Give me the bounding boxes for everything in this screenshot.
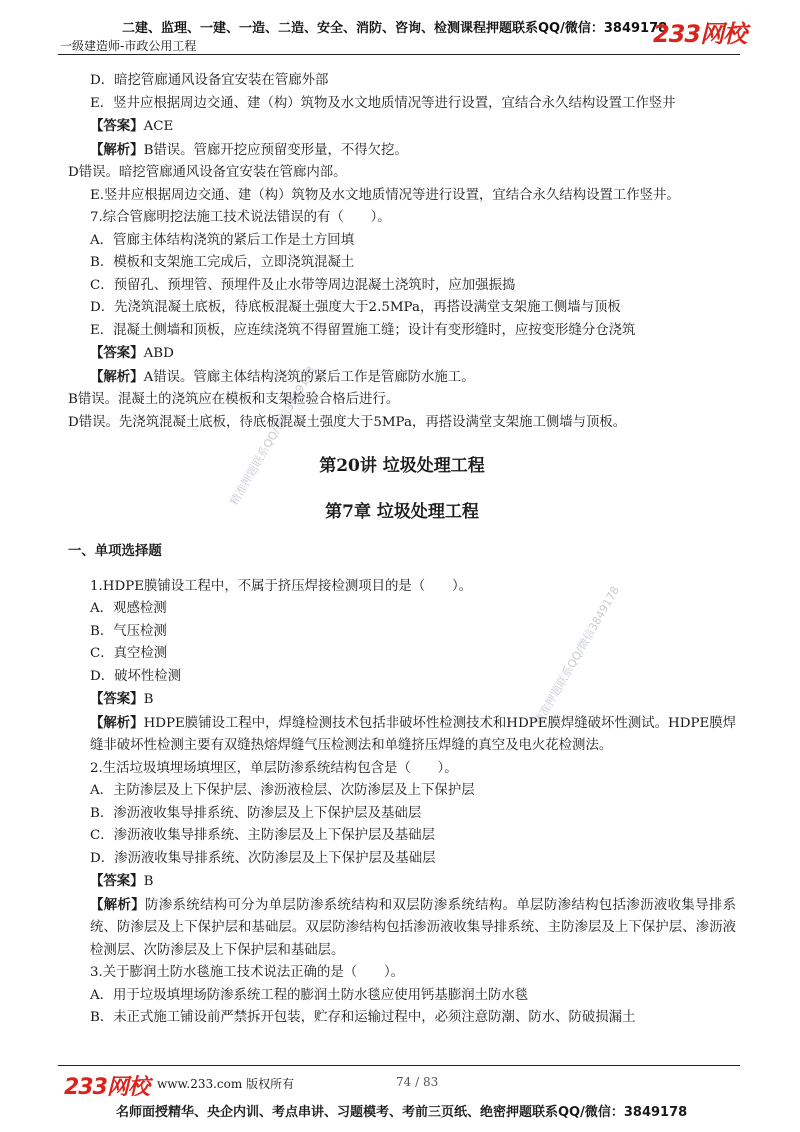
watermark: 精准押题联系QQ/微信3849178 xyxy=(227,364,318,508)
option-b: B．渗沥液收集导排系统、防渗层及上下保护层及基础层 xyxy=(90,805,422,821)
header-divider xyxy=(58,54,740,55)
answer-line xyxy=(68,688,736,712)
explanation-text: 防渗系统结构可分为单层防渗系统结构和双层防渗系统结构。单层防渗结构包括渗沥液收集导排系统、防渗层及上下保护层和基础层。双层防渗结构包括渗沥液收集导排系统、主防渗层及上下保护层、渗沥液检测层、次防渗层及上下保护层和基础层。 xyxy=(90,897,737,958)
explanation-line xyxy=(68,894,736,963)
question-stem: 2.生活垃圾填埋场填埋区，单层防渗系统结构包含是（ ）。 xyxy=(90,760,458,776)
answer-label: 【答案】 xyxy=(90,691,144,708)
option-a: A．管廊主体结构浇筑的紧后工作是土方回填 xyxy=(90,232,355,248)
answer-value: B xyxy=(143,874,154,890)
explanation-line xyxy=(68,712,736,758)
question-stem: 1.HDPE膜铺设工程中，不属于挤压焊接检测项目的是（ ）。 xyxy=(90,578,473,594)
answer-line xyxy=(68,115,736,139)
option-a: A．用于垃圾填埋场防渗系统工程的膨润土防水毯应使用钙基膨润土防水毯 xyxy=(90,987,529,1003)
option-c: C．预留孔、预埋管、预埋件及止水带等周边混凝土浇筑时，应加强振捣 xyxy=(90,277,516,293)
answer-line xyxy=(68,342,736,366)
option-b: B．未正式施工铺设前严禁拆开包装，贮存和运输过程中，必须注意防潮、防水、防破损漏土 xyxy=(90,1010,636,1026)
option-c: C．渗沥液收集导排系统、主防渗层及上下保护层及基础层 xyxy=(90,828,436,844)
explanation-label: 【解析】 xyxy=(90,714,144,731)
answer-label: 【答案】 xyxy=(90,118,144,134)
document-body xyxy=(68,70,736,1030)
header-logo: 233网校 xyxy=(653,20,747,48)
answer-line xyxy=(68,870,736,894)
answer-label: 【答案】 xyxy=(90,345,144,361)
explanation-label: 【解析】 xyxy=(90,896,146,913)
footer-logo: 233网校 xyxy=(64,1075,149,1100)
explanation-label: 【解析】 xyxy=(90,141,144,158)
answer-value: B xyxy=(143,692,154,708)
question-stem: 7.综合管廊明挖法施工技术说法错误的有（ ）。 xyxy=(90,210,391,225)
answer-label: 【答案】 xyxy=(90,873,144,890)
option-a: A．观感检测 xyxy=(90,601,167,617)
explanation-line: D错误。先浇筑混凝土底板，待底板混凝土强度大于5MPa，再搭设满堂支架施工侧墙与顶板。 xyxy=(68,414,627,430)
explanation-line: D错误。暗挖管廊通风设备宜安装在管廊内部。 xyxy=(68,165,347,180)
footer-promo: 名师面授精华、央企内训、考点串讲、习题模考、考前三页纸、绝密押题联系QQ/微信：3849178 xyxy=(116,1105,688,1120)
explanation-line xyxy=(68,366,736,390)
chapter-title: 第7章 垃圾处理工程 xyxy=(325,502,479,522)
question-stem: 3.关于膨润土防水毯施工技术说法正确的是（ ）。 xyxy=(90,965,405,981)
option-e: E．混凝土侧墙和顶板，应连续浇筑不得留置施工缝；设计有变形缝时，应按变形缝分仓浇筑 xyxy=(90,322,636,338)
explanation-label: 【解析】 xyxy=(90,368,144,385)
answer-value: ACE xyxy=(143,119,174,134)
explanation-text: HDPE膜铺设工程中，焊缝检测技术包括非破坏性检测技术和HDPE膜焊缝破坏性测试。HDPE膜焊缝非破坏性检测主要有双缝热熔焊缝气压检测法和单缝挤压焊缝的真空及电火花检测法。 xyxy=(90,715,737,754)
option-a: A．主防渗层及上下保护层、渗沥液检层、次防渗层及上下保护层 xyxy=(90,783,475,799)
watermark: 精准押题联系QQ/微信3849178 xyxy=(531,584,622,728)
footer-site: www.233.com 版权所有 xyxy=(157,1077,295,1091)
page-number: 74 / 83 xyxy=(396,1075,439,1089)
explanation-line xyxy=(68,139,736,163)
answer-value: ABD xyxy=(143,346,174,361)
header-notice: 二建、监理、一建、一造、二造、安全、消防、咨询、检测课程押题联系QQ/微信：3849178 xyxy=(122,21,668,36)
option-d: D．破坏性检测 xyxy=(90,668,182,684)
lecture-title: 第20讲 垃圾处理工程 xyxy=(319,456,485,476)
explanation-line: E.竖井应根据周边交通、建（构）筑物及水文地质情况等进行设置，宜结合永久结构设置工作竖井。 xyxy=(90,187,680,203)
section-title: 一、单项选择题 xyxy=(68,543,162,559)
footer-divider xyxy=(58,1065,740,1066)
option-b: B．模板和支架施工完成后，立即浇筑混凝土 xyxy=(90,255,355,270)
option-d: D．先浇筑混凝土底板，待底板混凝土强度大于2.5MPa，再搭设满堂支架施工侧墙与顶板 xyxy=(90,300,621,315)
explanation-text: B错误。管廊开挖应预留变形量，不得欠挖。 xyxy=(143,142,408,158)
page-footer xyxy=(0,1065,800,1132)
option-d: D．暗挖管廊通风设备宜安装在管廊外部 xyxy=(90,73,329,88)
option-b: B．气压检测 xyxy=(90,623,167,639)
header-subject: 一级建造师-市政公用工程 xyxy=(60,39,197,53)
option-d: D．渗沥液收集导排系统、次防渗层及上下保护层及基础层 xyxy=(90,850,436,866)
page-header xyxy=(0,0,800,56)
option-e: E．竖井应根据周边交通、建（构）筑物及水文地质情况等进行设置，宜结合永久结构设置工作竖井 xyxy=(90,95,676,111)
option-c: C．真空检测 xyxy=(90,646,168,662)
explanation-line: B错误。混凝土的浇筑应在模板和支架检验合格后进行。 xyxy=(68,392,400,407)
explanation-text: A错误。管廊主体结构浇筑的紧后工作是管廊防水施工。 xyxy=(143,369,475,385)
